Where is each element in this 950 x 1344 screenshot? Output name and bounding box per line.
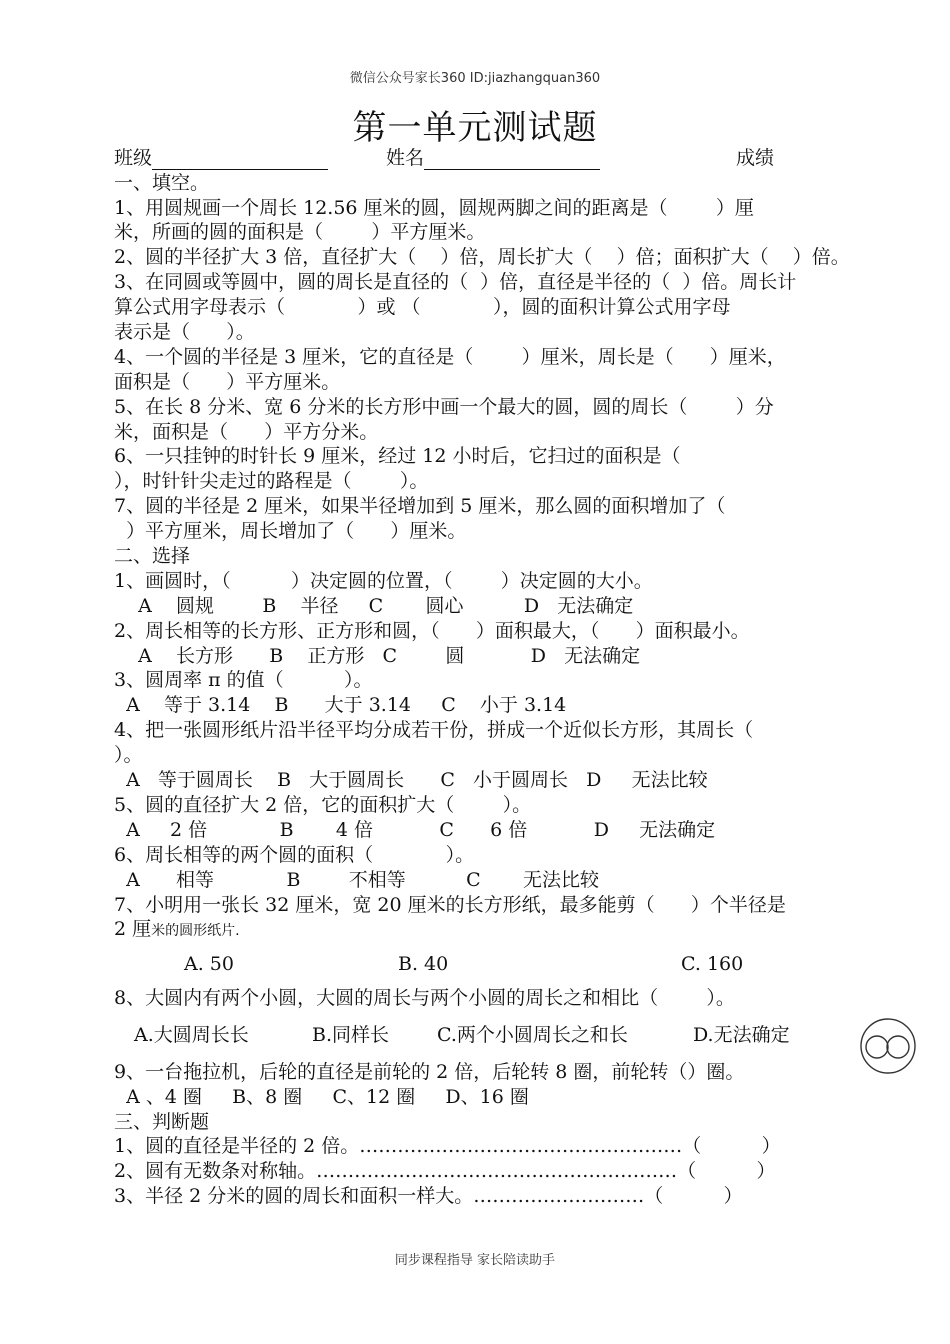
s2-line: 1、画圆时，（ ）决定圆的位置，（ ）决定圆的大小。	[114, 570, 653, 592]
s2-line: A 等于 3.14 B 大于 3.14 C 小于 3.14	[114, 694, 567, 716]
s2-line: 2、周长相等的长方形、正方形和圆，（ ）面积最大，（ ）面积最小。	[114, 620, 750, 642]
s2-line: 7、小明用一张长 32 厘米，宽 20 厘米的长方形纸，最多能剪（ ）个半径是	[114, 894, 786, 916]
q8-option-d: D.无法确定	[693, 1024, 790, 1046]
s1-line: 2、圆的半径扩大 3 倍，直径扩大（ ）倍，周长扩大（ ）倍；面积扩大（ ）倍。	[114, 246, 850, 268]
section1-heading: 一、填空。	[114, 172, 210, 194]
s1-line: 表示是（ ）。	[114, 321, 255, 343]
info-row	[114, 146, 844, 170]
judge-item: 3、半径 2 分米的圆的周长和面积一样大。………………………（ ）	[114, 1185, 743, 1207]
small-circle-right	[887, 1036, 909, 1058]
s2-line: 3、圆周率 π 的值（ ）。	[114, 669, 373, 691]
q8-option-c: C.两个小圆周长之和长	[437, 1024, 628, 1046]
s1-line: ）平方厘米，周长增加了（ ）厘米。	[114, 520, 467, 542]
small-circle-left	[866, 1036, 888, 1058]
s1-line: 4、一个圆的半径是 3 厘米，它的直径是（ ）厘米，周长是（ ）厘米，	[114, 346, 786, 368]
s1-line: 6、一只挂钟的时针长 9 厘米，经过 12 小时后，它扫过的面积是（	[114, 445, 681, 467]
class-label: 班级	[114, 147, 153, 169]
s2-line: A 长方形 B 正方形 C 圆 D 无法确定	[114, 645, 641, 667]
section2-heading: 二、选择	[114, 545, 191, 567]
s1-line: 5、在长 8 分米、宽 6 分米的长方形中画一个最大的圆，圆的周长（ ）分	[114, 396, 774, 418]
q9-text: 9、一台拖拉机，后轮的直径是前轮的 2 倍，后轮转 8 圈，前轮转（）圈。	[114, 1061, 745, 1083]
s1-line: 面积是（ ）平方厘米。	[114, 371, 341, 393]
s1-line: 7、圆的半径是 2 厘米，如果半径增加到 5 厘米，那么圆的面积增加了（	[114, 495, 726, 517]
q8-option-a: A.大圆周长长	[134, 1024, 249, 1046]
s1-line: 3、在同圆或等圆中，圆的周长是直径的（ ）倍，直径是半径的（ ）倍。周长计	[114, 271, 797, 293]
s2-line: 4、把一张圆形纸片沿半径平均分成若干份，拼成一个近似长方形，其周长（	[114, 719, 754, 741]
judge-item: 2、圆有无数条对称轴。…………………………………………………（ ）	[114, 1160, 776, 1182]
footer-note: 同步课程指导 家长陪读助手	[394, 1253, 556, 1268]
s2-line: A 圆规 B 半径 C 圆心 D 无法确定	[114, 595, 634, 617]
section3-heading: 三、判断题	[114, 1111, 210, 1133]
s2-line: A 2 倍 B 4 倍 C 6 倍 D 无法确定	[114, 819, 716, 841]
s1-line: ），时针针尖走过的路程是（ ）。	[114, 470, 429, 492]
s2-line: ）。	[114, 744, 143, 766]
circles-diagram	[858, 1016, 918, 1076]
s1-line: 算公式用字母表示（ ）或 （ ），圆的面积计算公式用字母	[114, 296, 731, 318]
q7-tail: 2 厘米的圆形纸片.	[114, 918, 240, 940]
s2-line: A 等于圆周长 B 大于圆周长 C 小于圆周长 D 无法比较	[114, 769, 708, 791]
s2-line: 6、周长相等的两个圆的面积（ ）。	[114, 844, 475, 866]
name-label: 姓名	[386, 147, 425, 169]
name-blank	[424, 149, 600, 170]
s1-line: 米，所画的圆的面积是（ ）平方厘米。	[114, 221, 486, 243]
judge-item: 1、圆的直径是半径的 2 倍。……………………………………………（ ）	[114, 1135, 781, 1157]
header-note: 微信公众号家长360 ID:jiazhangquan360	[349, 71, 601, 86]
page-title: 第一单元测试题	[352, 108, 598, 148]
q7-option-a: A. 50	[184, 953, 234, 975]
s1-line: 米，面积是（ ）平方分米。	[114, 421, 379, 443]
q8-option-b: B.同样长	[312, 1024, 390, 1046]
q7-option-c: C. 160	[681, 953, 744, 975]
q7-option-b: B. 40	[398, 953, 449, 975]
class-blank	[152, 149, 328, 170]
q8-text: 8、大圆内有两个小圆，大圆的周长与两个小圆的周长之和相比（ ）。	[114, 987, 735, 1009]
score-label: 成绩	[736, 147, 775, 169]
s2-line: A 相等 B 不相等 C 无法比较	[114, 869, 600, 891]
s1-line: 1、用圆规画一个周长 12.56 厘米的圆，圆规两脚之间的距离是（ ）厘	[114, 197, 754, 219]
s2-line: 5、圆的直径扩大 2 倍，它的面积扩大（ ）。	[114, 794, 532, 816]
q9-options: A 、4 圈 B、8 圈 C、12 圈 D、16 圈	[114, 1086, 529, 1108]
